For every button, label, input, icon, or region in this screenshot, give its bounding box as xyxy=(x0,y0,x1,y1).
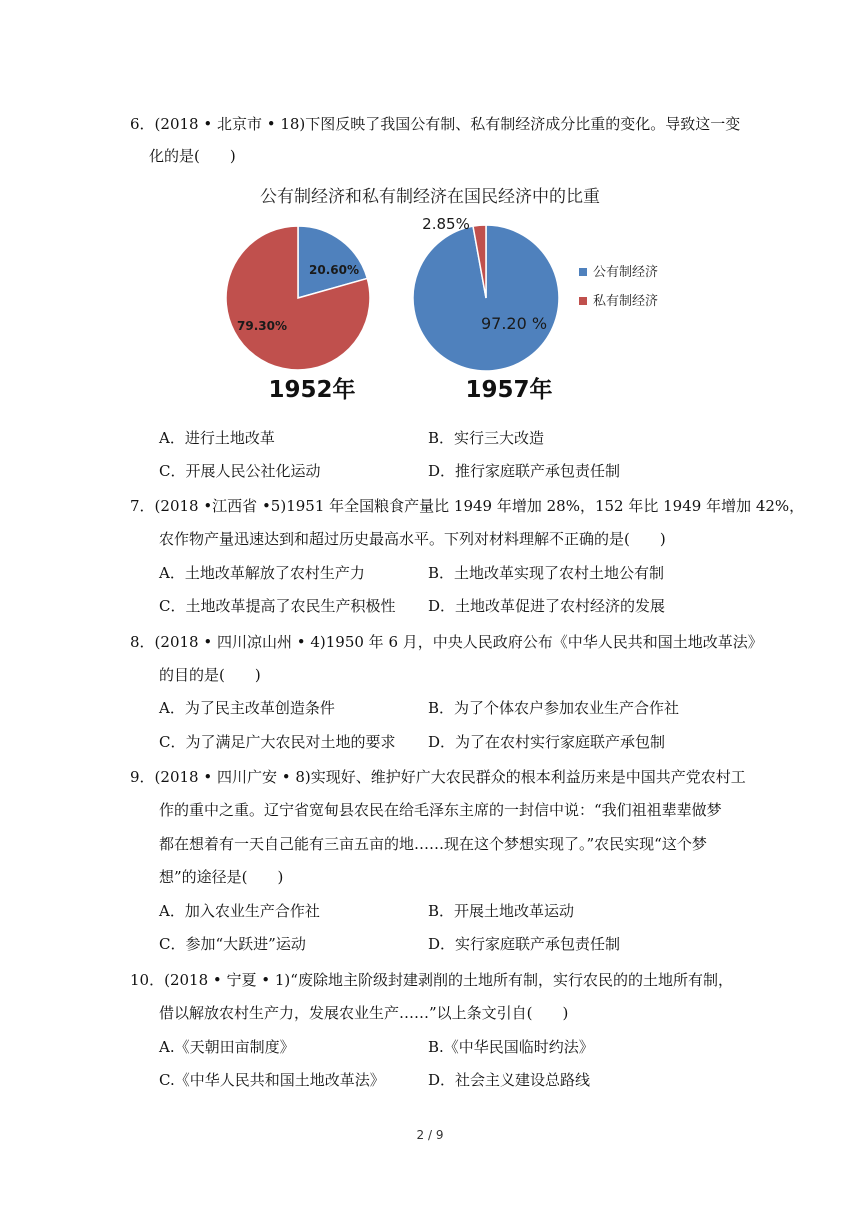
q9-option-a[interactable]: A．加入农业生产合作社 xyxy=(159,902,320,920)
q6-text-line2: 化的是( ) xyxy=(149,147,236,165)
pie-data-label: 20.60% xyxy=(309,263,359,277)
q9-text-line1: 9．(2018 • 四川广安 • 8)实现好、维护好广大农民群众的根本利益历来是中国共产党农村工 xyxy=(130,768,746,786)
legend-label: 公有制经济 xyxy=(593,265,659,280)
q8-option-b[interactable]: B．为了个体农户参加农业生产合作社 xyxy=(428,699,680,717)
pie-data-label: 79.30% xyxy=(237,319,287,333)
q8-option-a[interactable]: A．为了民主改革创造条件 xyxy=(159,699,335,717)
pie-year-caption: 1957年 xyxy=(465,377,553,403)
q10-option-a[interactable]: A.《天朝田亩制度》 xyxy=(159,1038,295,1056)
q9-text-line2: 作的重中之重。辽宁省宽甸县农民在给毛泽东主席的一封信中说：“我们祖祖辈辈做梦 xyxy=(159,801,722,819)
q8-option-c[interactable]: C．为了满足广大农民对土地的要求 xyxy=(159,733,396,751)
q8-text-line1: 8．(2018 • 四川凉山州 • 4)1950 年 6 月，中央人民政府公布《中华人民共和国土地改革法》 xyxy=(130,633,763,651)
q9-text-line3: 都在想着有一天自己能有三亩五亩的地……现在这个梦想实现了。”农民实现“这个梦 xyxy=(159,835,707,853)
q6-option-d[interactable]: D．推行家庭联产承包责任制 xyxy=(428,462,621,480)
q9-option-b[interactable]: B．开展土地改革运动 xyxy=(428,902,575,920)
legend-swatch xyxy=(579,268,587,276)
pie-data-label: 2.85% xyxy=(422,215,470,233)
q6-option-b[interactable]: B．实行三大改造 xyxy=(428,429,545,447)
q10-text-line2: 借以解放农村生产力，发展农业生产……”以上条文引自( ) xyxy=(159,1004,569,1022)
q7-text-line1: 7．(2018 •江西省 •5)1951 年全国粮食产量比 1949 年增加 28%，152 年比 1949 年增加 42%， xyxy=(130,497,805,515)
pie-year-caption: 1952年 xyxy=(268,377,356,403)
chart-title: 公有制经济和私有制经济在国民经济中的比重 xyxy=(260,187,600,207)
q9-text-line4: 想”的途径是( ) xyxy=(159,868,284,886)
pie-charts xyxy=(0,200,860,415)
q7-text-line2: 农作物产量迅速达到和超过历史最高水平。下列对材料理解不正确的是( ) xyxy=(159,530,666,548)
q8-text-line2: 的目的是( ) xyxy=(159,666,261,684)
page-number: 2 / 9 xyxy=(416,1128,444,1142)
q6-option-c[interactable]: C．开展人民公社化运动 xyxy=(159,462,321,480)
q9-option-d[interactable]: D．实行家庭联产承包责任制 xyxy=(428,935,621,953)
q7-option-b[interactable]: B．土地改革实现了农村土地公有制 xyxy=(428,564,665,582)
legend-swatch xyxy=(579,297,587,305)
legend-label: 私有制经济 xyxy=(593,294,659,309)
q9-option-c[interactable]: C．参加“大跃进”运动 xyxy=(159,935,306,953)
q10-text-line1: 10．(2018 • 宁夏 • 1)“废除地主阶级封建剥削的土地所有制，实行农民的的土地所有制， xyxy=(130,971,733,989)
q8-option-d[interactable]: D．为了在农村实行家庭联产承包制 xyxy=(428,733,666,751)
q7-option-d[interactable]: D．土地改革促进了农村经济的发展 xyxy=(428,597,666,615)
q10-option-b[interactable]: B.《中华民国临时约法》 xyxy=(428,1038,594,1056)
q6-option-a[interactable]: A．进行土地改革 xyxy=(159,429,275,447)
q7-option-a[interactable]: A．土地改革解放了农村生产力 xyxy=(159,564,365,582)
q10-option-d[interactable]: D．社会主义建设总路线 xyxy=(428,1071,591,1089)
q10-option-c[interactable]: C.《中华人民共和国土地改革法》 xyxy=(159,1071,385,1089)
pie-data-label: 97.20 % xyxy=(480,314,548,333)
q6-text-line1: 6．(2018 • 北京市 • 18)下图反映了我国公有制、私有制经济成分比重的变化。导致这一变 xyxy=(130,115,741,133)
q7-option-c[interactable]: C．土地改革提高了农民生产积极性 xyxy=(159,597,396,615)
